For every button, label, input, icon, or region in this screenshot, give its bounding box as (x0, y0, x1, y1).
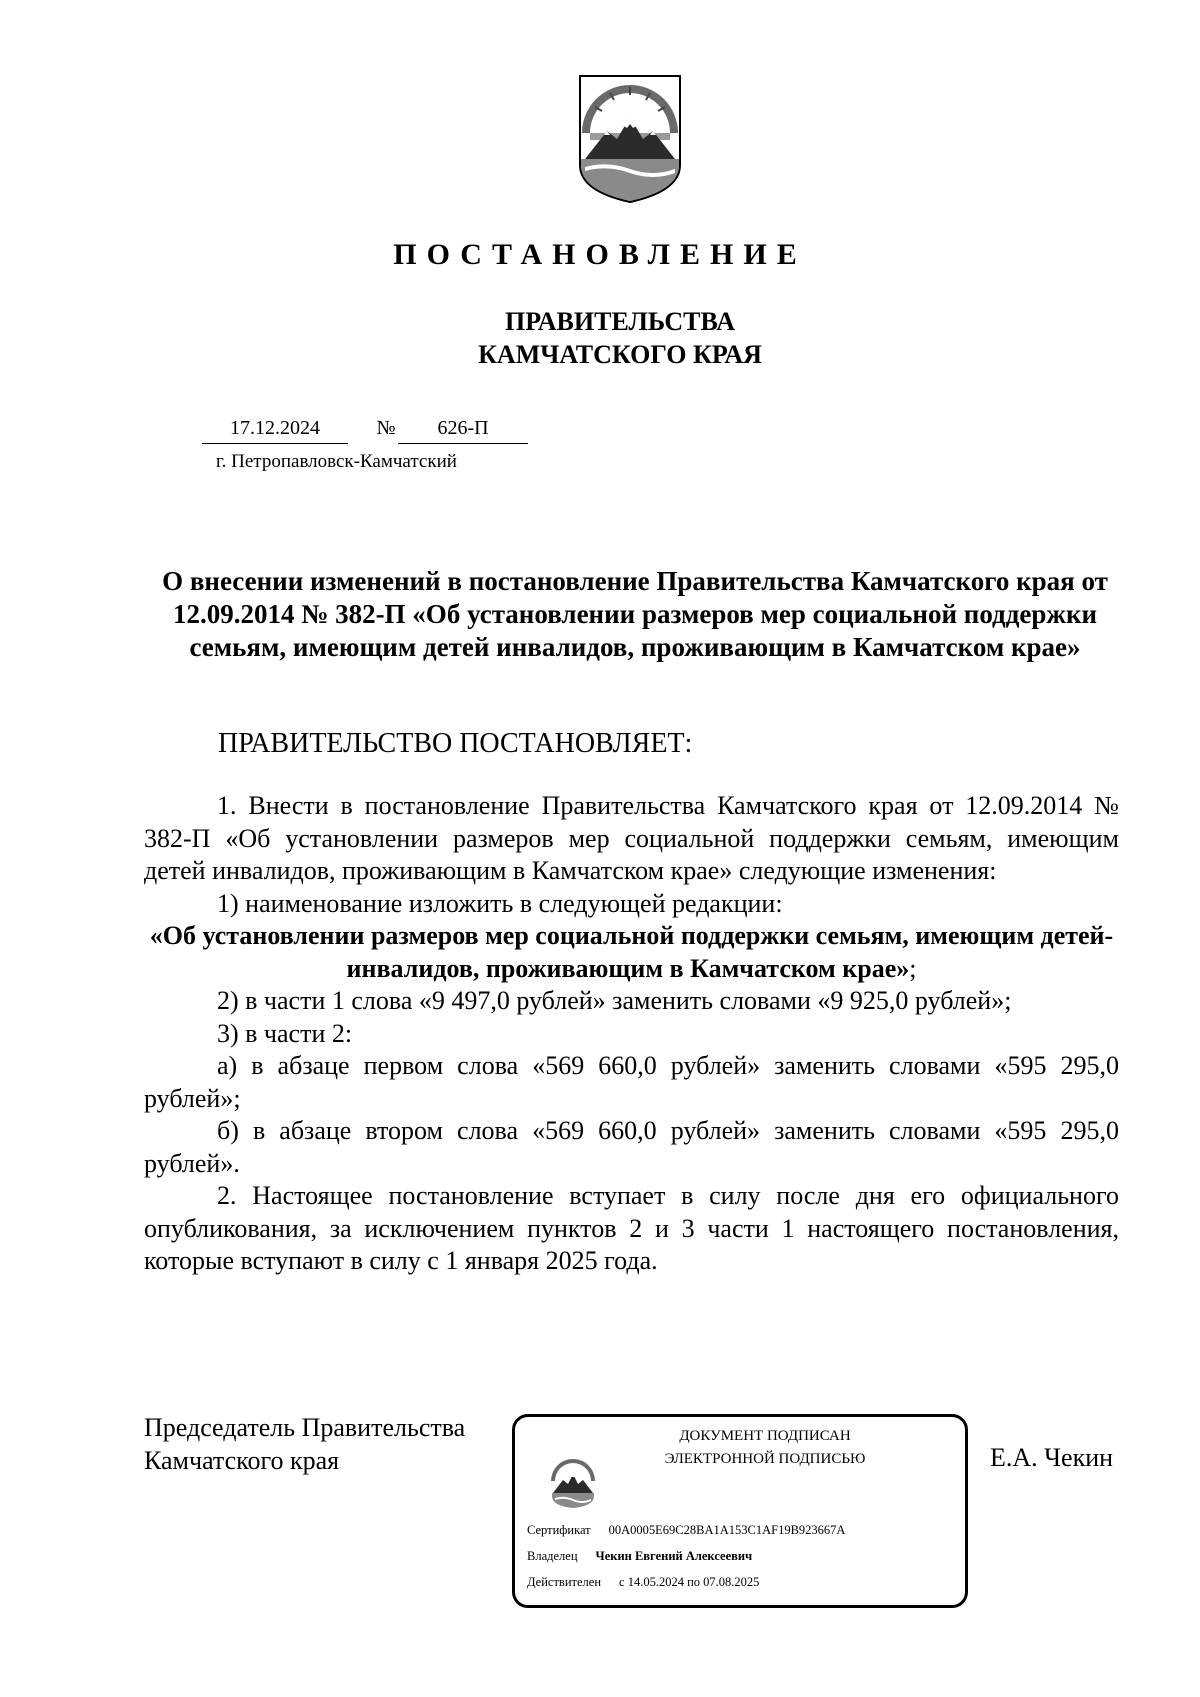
e-signature-stamp (512, 1414, 968, 1608)
signatory-name: Е.А. Чекин (990, 1443, 1114, 1472)
registration-date: 17.12.2024 (202, 417, 348, 444)
item-1-2: 2) в части 1 слова «9 497,0 рублей» заменить словами «9 925,0 рублей»; (217, 986, 1012, 1015)
owner-label: Владелец (527, 1549, 578, 1563)
stamp-heading-line-2: ЭЛЕКТРОННОЙ ПОДПИСЬЮ (664, 1451, 866, 1467)
decree-phrase: ПРАВИТЕЛЬСТВО ПОСТАНОВЛЯЕТ: (218, 728, 693, 759)
stamp-validity-row (527, 1575, 759, 1590)
validity-label: Действителен (527, 1575, 602, 1589)
stamp-certificate-row (527, 1523, 845, 1538)
issuer-line-2: КАМЧАТСКОГО КРАЯ (478, 340, 762, 369)
issuer-line-1: ПРАВИТЕЛЬСТВА (505, 307, 735, 336)
stamp-owner-row (527, 1549, 752, 1564)
owner-value: Чекин Евгений Алексеевич (595, 1549, 753, 1563)
coat-of-arms-icon (577, 73, 683, 205)
document-body (144, 790, 1119, 1278)
item-1-3: 3) в части 2: (217, 1018, 353, 1048)
certificate-value: 00A0005E69C28BA1A153C1AF19B923667A (608, 1523, 846, 1537)
certificate-label: Сертификат (527, 1523, 591, 1537)
new-title-text: «Об установлении размеров мер социальной поддержки семьям, имеющим детей-инвалидов, проживающим в Камчатском крае» (149, 921, 1114, 983)
new-title-quote (144, 920, 1119, 985)
new-title-tail: ; (909, 953, 917, 983)
city: г. Петропавловск-Камчатский (216, 451, 457, 472)
item-1-3-b: б) в абзаце втором слова «569 660,0 рублей» заменить словами «595 295,0 рублей». (144, 1116, 1119, 1178)
paragraph-2: 2. Настоящее постановление вступает в силу после дня его официального опубликования, за исключением пунктов 2 и 3 части 1 настоящего постановления, которые вступают в силу с 1 января 2025 года. (144, 1181, 1119, 1275)
signatory-role-line-2: Камчатского края (144, 1446, 340, 1475)
item-1-3-a: а) в абзаце первом слова «569 660,0 рублей» заменить словами «595 295,0 рублей»; (144, 1051, 1119, 1113)
registration-number: 626-П (398, 417, 528, 444)
signatory-role-line-1: Председатель Правительства (144, 1413, 466, 1442)
paragraph-1: 1. Внести в постановление Правительства Камчатского края от 12.09.2014 № 382-П «Об установлении размеров мер социальной поддержки семьям, имеющим детей инвалидов, проживающим в Камчатском крае» следующие изменения: (144, 791, 1119, 885)
validity-value: с 14.05.2024 по 07.08.2025 (619, 1575, 760, 1589)
document-type-heading: ПОСТАНОВЛЕНИЕ (393, 238, 807, 271)
stamp-heading (615, 1425, 915, 1471)
signatory-role (144, 1411, 465, 1477)
item-1-1: 1) наименование изложить в следующей редакции: (217, 888, 783, 918)
document-title: О внесении изменений в постановление Правительства Камчатского края от 12.09.2014 № 382-П «Об установлении размеров мер социальной поддержки семьям, имеющим детей инвалидов, проживающим в Камчатском крае» (162, 566, 1108, 662)
stamp-coat-of-arms-icon (549, 1453, 597, 1509)
issuer-heading (0, 305, 1200, 371)
number-sign: № (376, 417, 396, 439)
stamp-heading-line-1: ДОКУМЕНТ ПОДПИСАН (679, 1428, 851, 1444)
